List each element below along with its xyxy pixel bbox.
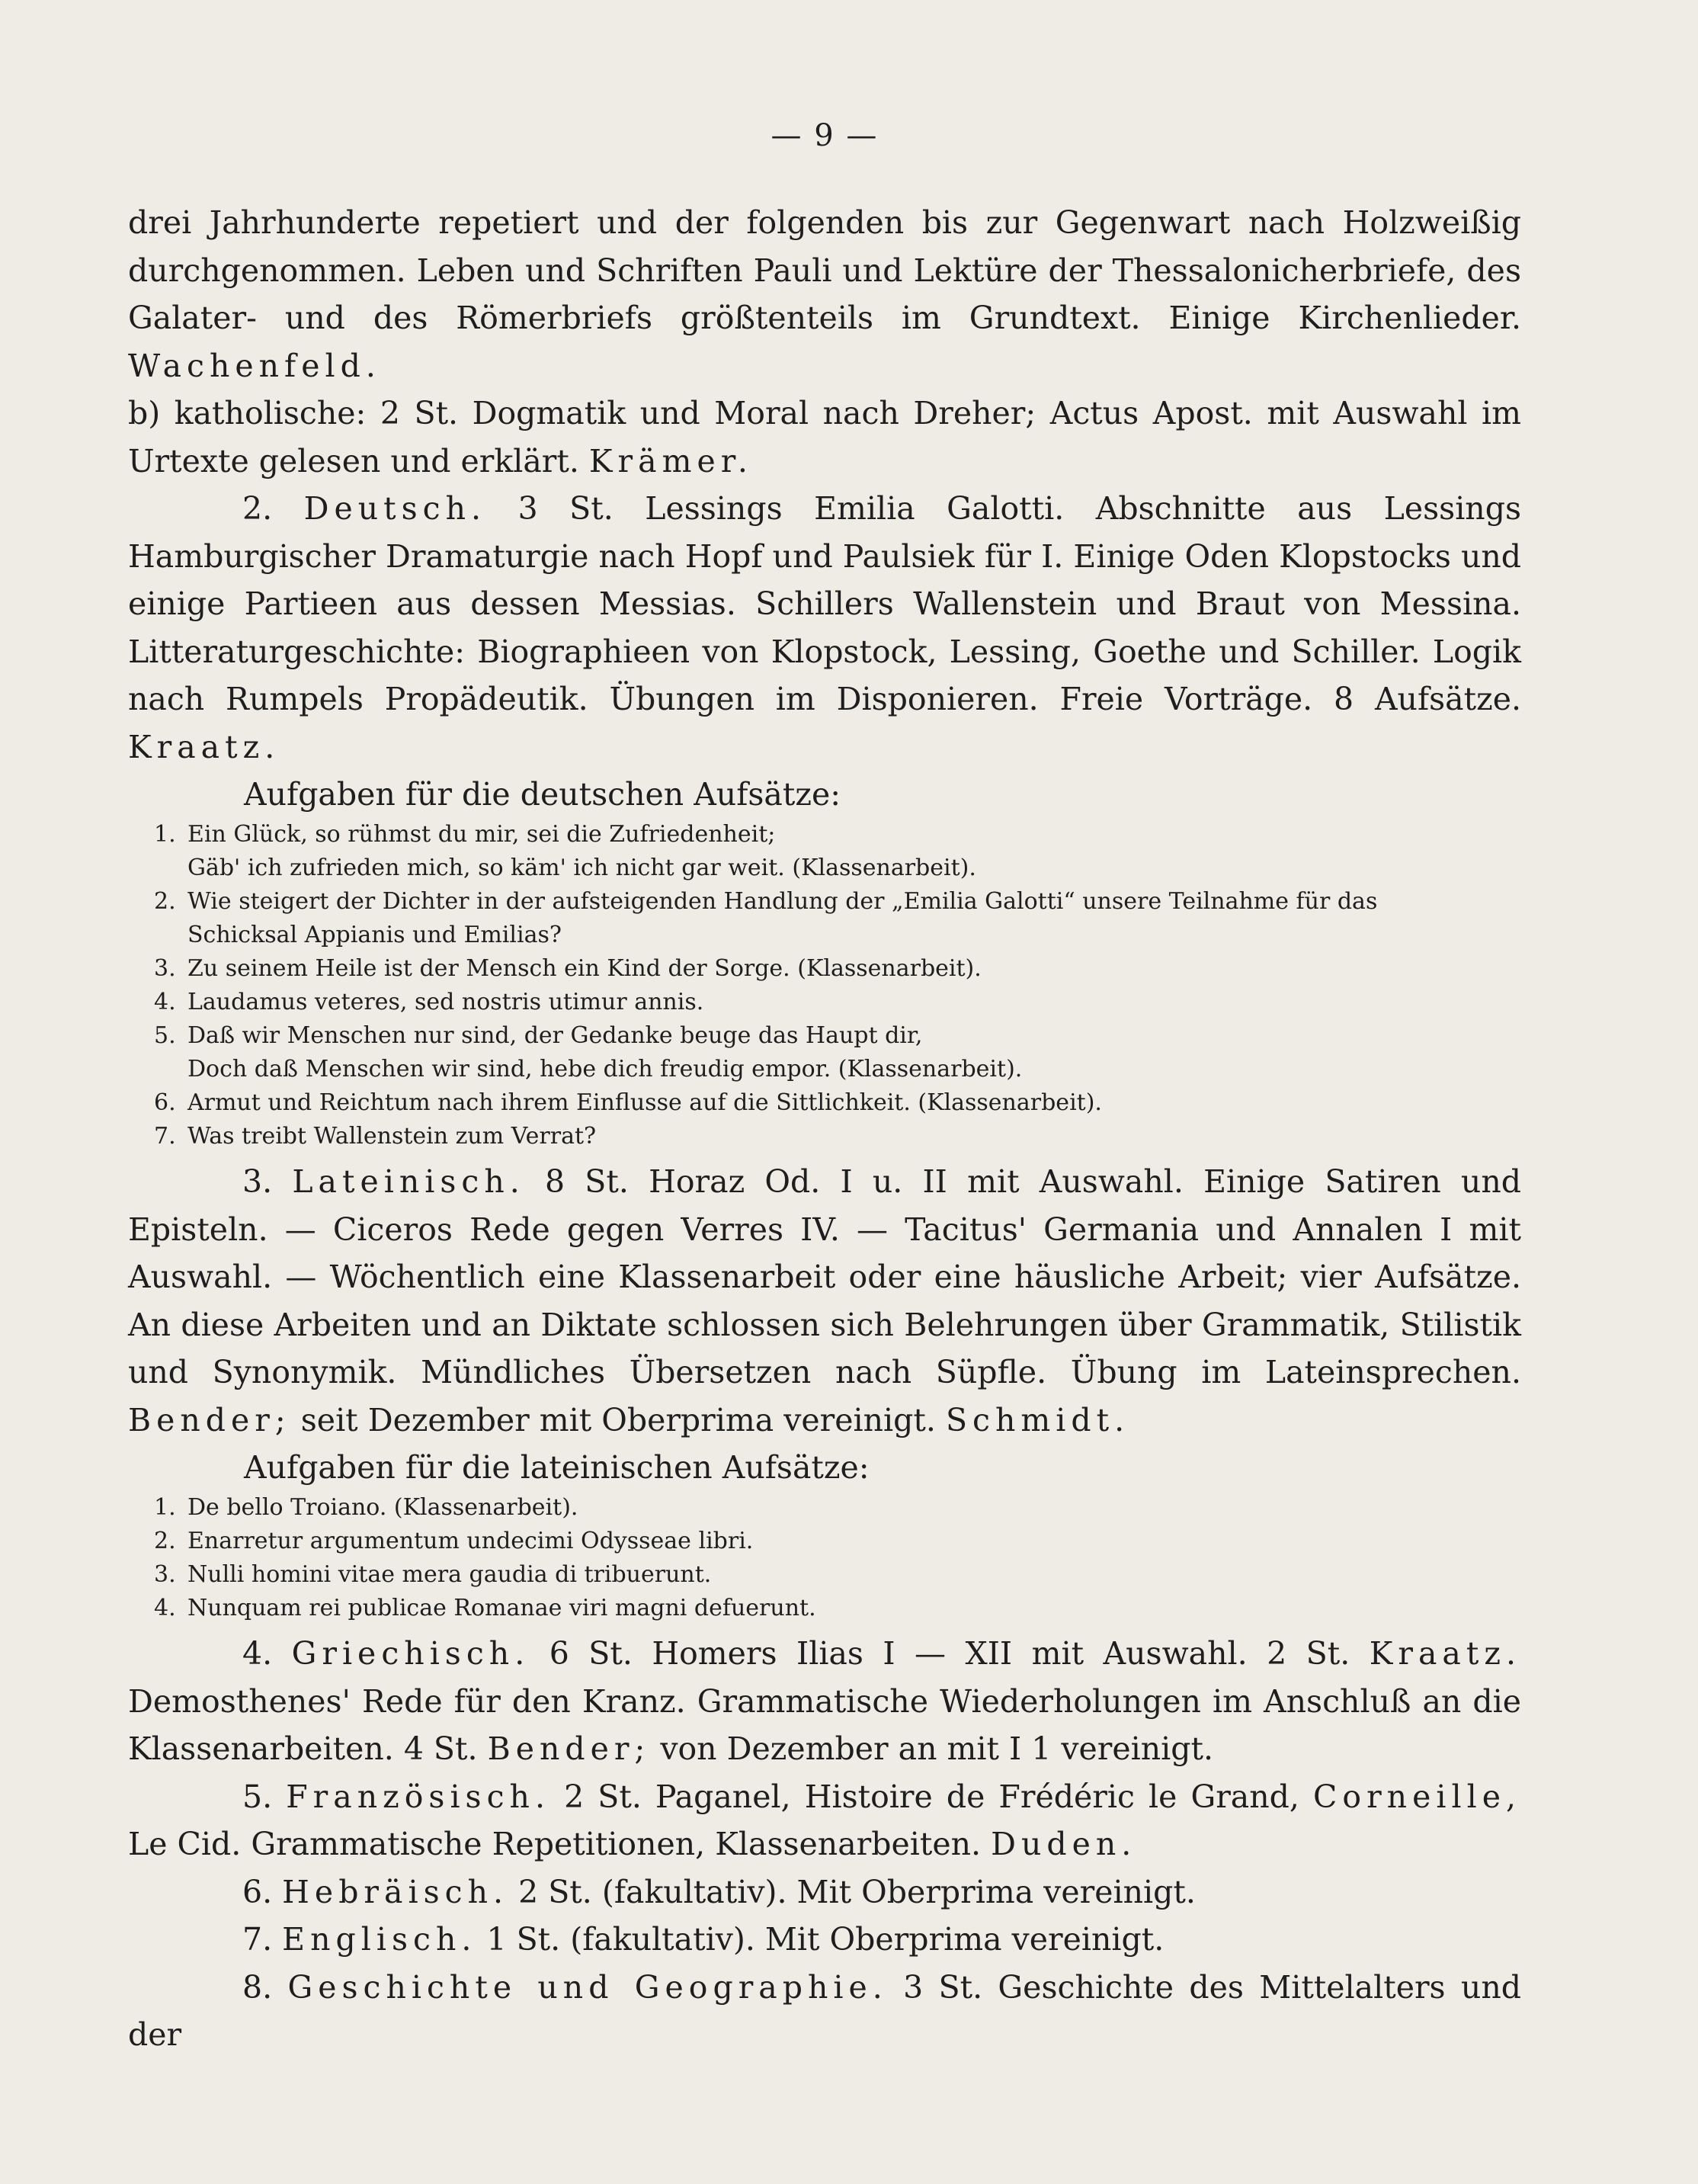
list-item: 7. Was treibt Wallenstein zum Verrat? — [154, 1123, 597, 1150]
religion-text: drei Jahrhunderte repetiert und der folgenden bis zur Gegenwart nach Holzweißig durchgenommen. Leben und Schriften Pauli und Lektüre der Thessalonicherbriefe, des Galater- und des Römerbriefs größtenteils im Grundtext. Einige Kirchenlieder. — [128, 204, 1521, 336]
subject-title: Geschichte und Geographie. — [287, 1968, 888, 2006]
catholic-paragraph — [128, 390, 1521, 485]
franzoesisch-paragraph — [128, 1773, 1521, 1868]
subject-title: Deutsch. — [303, 490, 487, 527]
page-number: — 9 — — [771, 118, 879, 153]
section-number: 8. — [242, 1968, 273, 2006]
teacher-name: Kraatz. — [1369, 1635, 1521, 1672]
latein-paragraph — [128, 1158, 1521, 1444]
englisch-text: 1 St. (fakultativ). Mit Oberprima vereinigt. — [476, 1921, 1165, 1958]
section-number: 7. — [242, 1921, 273, 1958]
german-essays-heading: Aufgaben für die deutschen Aufsätze: — [244, 776, 841, 813]
teacher-name: Bender; — [128, 1401, 291, 1438]
section-number: 6. — [242, 1873, 273, 1910]
list-item: 6. Armut und Reichtum nach ihrem Einflusse auf die Sittlichkeit. (Klassenarbeit). — [154, 1089, 1102, 1116]
teacher-name: Duden. — [991, 1826, 1137, 1862]
subject-title: Französisch. — [286, 1778, 550, 1815]
section-number: 3. — [242, 1163, 273, 1200]
franzoesisch-text-2: Le Cid. Grammatische Repetitionen, Klassenarbeiten. — [128, 1826, 992, 1862]
teacher-name: Krämer. — [588, 442, 753, 479]
geschichte-text: 3 St. Geschichte des Mittelalters und der — [128, 1968, 1521, 2053]
list-item: 5. Daß wir Menschen nur sind, der Gedanke beuge das Haupt dir, Doch daß Menschen wir sind, hebe dich freudig empor. (Klassenarbeit). — [154, 1022, 1023, 1082]
teacher-name: Wachenfeld. — [128, 347, 381, 384]
list-item: 4. Nunquam rei publicae Romanae viri magni defuerunt. — [154, 1595, 816, 1621]
list-item: 3. Zu seinem Heile ist der Mensch ein Kind der Sorge. (Klassenarbeit). — [154, 955, 982, 982]
list-item: 1. De bello Troiano. (Klassenarbeit). — [154, 1494, 578, 1521]
latein-text: 8 St. Horaz Od. I u. II mit Auswahl. Einige Satiren und Episteln. — Ciceros Rede gegen Verres IV. — Tacitus' Germania und Annalen I mit Auswahl. — Wöchentlich eine Klassenarbeit oder eine häusliche Arbeit; vier Aufsätze. An diese Arbeiten und an Diktate schlossen sich Belehrungen über Grammatik, Stilistik und Synonymik. Mündliches Übersetzen nach Süpfle. Übung im Lateinsprechen. — [128, 1163, 1521, 1390]
section-number: 4. — [242, 1635, 273, 1672]
deutsch-paragraph — [128, 485, 1521, 771]
list-item: 2. Wie steigert der Dichter in der aufsteigenden Handlung der „Emilia Galotti“ unsere Teilnahme für das Schicksal Appianis und Emilias? — [154, 888, 1378, 948]
subject-title: Lateinisch. — [292, 1163, 525, 1200]
franzoesisch-text: 2 St. Paganel, Histoire de Frédéric le Grand, — [550, 1778, 1314, 1815]
teacher-name: Bender; — [487, 1730, 651, 1767]
author-name: Corneille, — [1313, 1778, 1521, 1815]
teacher-name: Kraatz. — [128, 728, 280, 765]
subject-title: Griechisch. — [291, 1635, 530, 1672]
list-item: 1. Ein Glück, so rühmst du mir, sei die Zufriedenheit; Gäb' ich zufrieden mich, so käm' ich nicht gar weit. (Klassenarbeit). — [154, 821, 976, 881]
teacher-name: Schmidt. — [945, 1401, 1130, 1438]
list-item: 2. Enarretur argumentum undecimi Odysseae libri. — [154, 1528, 754, 1554]
hebraeisch-paragraph — [128, 1868, 1521, 1916]
catholic-text: b) katholische: 2 St. Dogmatik und Moral nach Dreher; Actus Apost. mit Auswahl im Urtexte gelesen und erklärt. — [128, 395, 1521, 479]
geschichte-paragraph — [128, 1964, 1521, 2059]
section-number: 5. — [242, 1778, 273, 1815]
griechisch-text-2: Demosthenes' Rede für den Kranz. Grammatische Wiederholungen im Anschluß an die Klassenarbeiten. 4 St. — [128, 1682, 1521, 1767]
subject-title: Englisch. — [282, 1921, 477, 1958]
deutsch-text: 3 St. Lessings Emilia Galotti. Abschnitte aus Lessings Hamburgischer Dramaturgie nach Hopf und Paulsiek für I. Einige Oden Klopstocks und einige Partieen aus dessen Messias. Schillers Wallenstein und Braut von Messina. Litteraturgeschichte: Biographieen von Klopstock, Lessing, Goethe und Schiller. Logik nach Rumpels Propädeutik. Übungen im Disponieren. Freie Vorträge. 8 Aufsätze. — [128, 490, 1521, 717]
latin-essays-list — [128, 1491, 1521, 1625]
latein-text-2: seit Dezember mit Oberprima vereinigt. — [290, 1401, 946, 1438]
griechisch-text: 6 St. Homers Ilias I — XII mit Auswahl. 2 St. — [530, 1635, 1370, 1672]
griechisch-paragraph — [128, 1630, 1521, 1773]
latin-essays-heading: Aufgaben für die lateinischen Aufsätze: — [244, 1449, 870, 1486]
list-item: 3. Nulli homini vitae mera gaudia di tribuerunt. — [154, 1561, 712, 1588]
section-number: 2. — [242, 490, 273, 527]
religion-paragraph — [128, 199, 1521, 390]
hebraeisch-text: 2 St. (fakultativ). Mit Oberprima vereinigt. — [508, 1873, 1196, 1910]
subject-title: Hebräisch. — [282, 1873, 509, 1910]
german-essays-list — [128, 818, 1521, 1153]
englisch-paragraph — [128, 1916, 1521, 1964]
list-item: 4. Laudamus veteres, sed nostris utimur annis. — [154, 989, 704, 1015]
griechisch-text-3: von Dezember an mit I 1 vereinigt. — [650, 1730, 1214, 1767]
